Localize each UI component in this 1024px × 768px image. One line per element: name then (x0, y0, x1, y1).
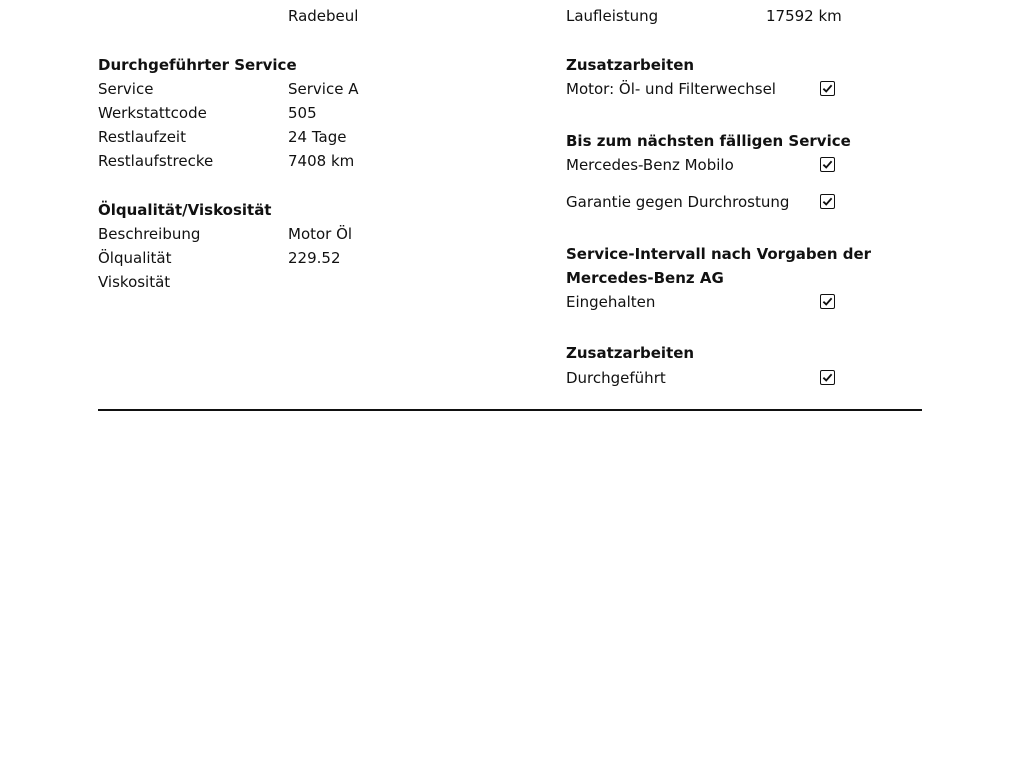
extra-work-done-label: Durchgeführt (566, 369, 666, 387)
checkbox-checked-icon[interactable] (820, 157, 835, 172)
checkbox-checked-icon[interactable] (820, 294, 835, 309)
remaining-distance-label: Restlaufstrecke (98, 152, 214, 170)
checkbox-checked-icon[interactable] (820, 81, 835, 96)
oil-description-row (98, 224, 518, 244)
section-divider (98, 409, 922, 411)
oil-quality-row (98, 248, 518, 268)
interval-heading-line2: Mercedes-Benz AG (566, 269, 724, 287)
workshop-code-row (98, 103, 518, 123)
remaining-time-value: 24 Tage (288, 128, 347, 146)
oil-quality-value: 229.52 (288, 249, 341, 267)
checkbox-checked-icon[interactable] (820, 194, 835, 209)
oil-quality-label: Ölqualität (98, 249, 172, 267)
remaining-distance-value: 7408 km (288, 152, 355, 170)
extra-work-2-heading: Zusatzarbeiten (566, 344, 695, 362)
service-label: Service (98, 80, 154, 98)
rust-warranty-label: Garantie gegen Durchrostung (566, 193, 790, 211)
left-column (98, 0, 518, 300)
service-section-heading: Durchgeführter Service (98, 56, 297, 74)
next-service-heading: Bis zum nächsten fälligen Service (566, 132, 851, 150)
right-column (566, 0, 872, 400)
mobilo-label: Mercedes-Benz Mobilo (566, 156, 734, 174)
mileage-label: Laufleistung (566, 7, 659, 25)
oil-description-label: Beschreibung (98, 225, 201, 243)
oil-section-heading: Ölqualität/Viskosität (98, 201, 272, 219)
checkbox-checked-icon[interactable] (820, 370, 835, 385)
location-text: Radebeul (288, 7, 359, 25)
oil-filter-change-label: Motor: Öl- und Filterwechsel (566, 80, 776, 98)
remaining-time-label: Restlaufzeit (98, 128, 186, 146)
service-row (98, 79, 518, 99)
workshop-code-value: 505 (288, 104, 317, 122)
remaining-time-row (98, 127, 518, 147)
workshop-code-label: Werkstattcode (98, 104, 207, 122)
extra-work-heading: Zusatzarbeiten (566, 56, 695, 74)
viscosity-label: Viskosität (98, 273, 171, 291)
oil-description-value: Motor Öl (288, 225, 353, 243)
interval-heading-line1: Service-Intervall nach Vorgaben der (566, 245, 872, 263)
interval-kept-label: Eingehalten (566, 293, 656, 311)
mileage-value: 17592 km (766, 7, 842, 25)
service-value: Service A (288, 80, 359, 98)
mileage-row (566, 6, 866, 26)
viscosity-row (98, 272, 518, 292)
location-value (288, 6, 358, 26)
remaining-distance-row (98, 151, 518, 171)
